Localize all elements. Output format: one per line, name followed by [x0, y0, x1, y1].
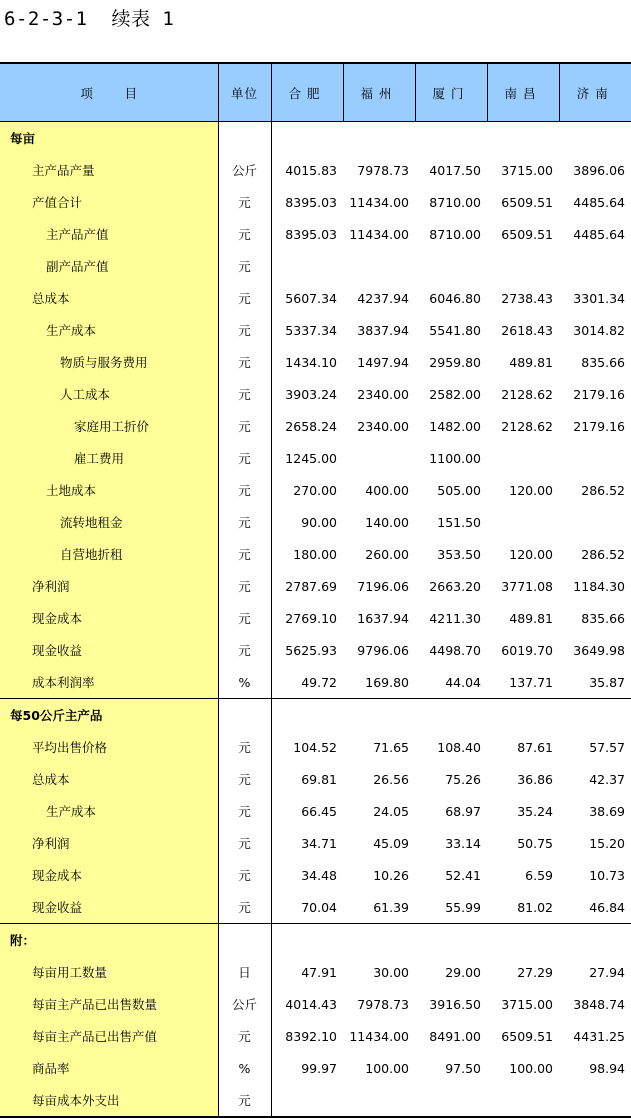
- cell-value: 260.00: [365, 546, 409, 562]
- cell-value: 6509.51: [501, 226, 553, 242]
- cell-value: 137.71: [509, 674, 553, 690]
- cell-value: 11434.00: [349, 1028, 409, 1044]
- cell-value: 6509.51: [501, 1028, 553, 1044]
- header-city: 合肥: [271, 63, 343, 122]
- cell-value: 169.80: [365, 674, 409, 690]
- cell-value: [343, 250, 415, 282]
- cell-value: 8395.03: [285, 194, 337, 210]
- cell-value: 66.45: [301, 803, 337, 819]
- cell-value: 489.81: [509, 354, 553, 370]
- cell-value: 52.41: [445, 867, 481, 883]
- cell-value: 2658.24: [285, 418, 337, 434]
- cell-value: [487, 1084, 559, 1117]
- cell-value: 400.00: [365, 482, 409, 498]
- header-city: 济南: [559, 63, 631, 122]
- row-unit: 日: [218, 956, 271, 988]
- cell-value: 2787.69: [285, 578, 337, 594]
- cell-value: 835.66: [581, 610, 625, 626]
- row-unit: 元: [218, 410, 271, 442]
- table-row: [0, 891, 631, 924]
- row-label: 总成本: [0, 763, 218, 795]
- cell-value: [271, 250, 343, 282]
- cell-value: 11434.00: [349, 194, 409, 210]
- section-header-row: [0, 699, 631, 732]
- cell-value: 42.37: [589, 771, 625, 787]
- row-label: 生产成本: [0, 314, 218, 346]
- cell-value: 2959.80: [429, 354, 481, 370]
- table-row: [0, 314, 631, 346]
- cell-value: 10.26: [373, 867, 409, 883]
- cell-value: 2128.62: [501, 386, 553, 402]
- cell-value: 108.40: [437, 739, 481, 755]
- cell-value: 8392.10: [285, 1028, 337, 1044]
- cell-value: 9796.06: [357, 642, 409, 658]
- cell-value: 70.04: [301, 899, 337, 915]
- row-label: 商品率: [0, 1052, 218, 1084]
- cell-value: 120.00: [509, 546, 553, 562]
- cell-value: [343, 122, 415, 155]
- row-unit: 公斤: [218, 154, 271, 186]
- cell-value: 286.52: [581, 546, 625, 562]
- cell-value: 3301.34: [573, 290, 625, 306]
- row-unit: 元: [218, 314, 271, 346]
- section-header-row: [0, 924, 631, 957]
- cell-value: 6509.51: [501, 194, 553, 210]
- cell-value: [271, 1084, 343, 1117]
- cell-value: [415, 699, 487, 732]
- cell-value: 27.94: [589, 964, 625, 980]
- cell-value: 4015.83: [285, 162, 337, 178]
- cell-value: 97.50: [445, 1060, 481, 1076]
- cell-value: 489.81: [509, 610, 553, 626]
- cell-value: 5337.34: [285, 322, 337, 338]
- cell-value: 71.65: [373, 739, 409, 755]
- row-unit: 元: [218, 442, 271, 474]
- cell-value: 4431.25: [573, 1028, 625, 1044]
- row-unit: 元: [218, 602, 271, 634]
- row-label: 生产成本: [0, 795, 218, 827]
- cell-value: 1184.30: [573, 578, 625, 594]
- cell-value: 4014.43: [285, 996, 337, 1012]
- cell-value: [559, 699, 631, 732]
- cell-value: 8710.00: [429, 226, 481, 242]
- cell-value: 3848.74: [573, 996, 625, 1012]
- cell-value: 2769.10: [285, 610, 337, 626]
- table-row: [0, 634, 631, 666]
- table-row: [0, 410, 631, 442]
- cell-value: 3715.00: [501, 162, 553, 178]
- cell-value: [487, 506, 559, 538]
- cell-value: 4498.70: [429, 642, 481, 658]
- cell-value: 4237.94: [357, 290, 409, 306]
- cell-value: 4211.30: [429, 610, 481, 626]
- cell-value: 6019.70: [501, 642, 553, 658]
- cell-value: 4017.50: [429, 162, 481, 178]
- cell-value: 47.91: [301, 964, 337, 980]
- cell-value: 49.72: [301, 674, 337, 690]
- header-city: 厦门: [415, 63, 487, 122]
- cell-value: 1637.94: [357, 610, 409, 626]
- table-row: [0, 506, 631, 538]
- row-label: 每亩主产品已出售产值: [0, 1020, 218, 1052]
- table-row: [0, 538, 631, 570]
- row-unit: 元: [218, 378, 271, 410]
- row-label: 净利润: [0, 570, 218, 602]
- row-label: 雇工费用: [0, 442, 218, 474]
- cell-value: 2179.16: [573, 418, 625, 434]
- row-unit: 元: [218, 634, 271, 666]
- cell-value: 180.00: [293, 546, 337, 562]
- cell-value: 68.97: [445, 803, 481, 819]
- row-label: 家庭用工折价: [0, 410, 218, 442]
- cell-value: 2738.43: [501, 290, 553, 306]
- cell-value: 120.00: [509, 482, 553, 498]
- cell-value: 5607.34: [285, 290, 337, 306]
- header-row: [0, 63, 631, 122]
- cell-value: 6046.80: [429, 290, 481, 306]
- cell-value: 44.04: [445, 674, 481, 690]
- cell-value: [271, 924, 343, 957]
- row-label: 副产品产值: [0, 250, 218, 282]
- data-table: [0, 62, 631, 1118]
- table-row: [0, 378, 631, 410]
- cell-value: 7196.06: [357, 578, 409, 594]
- row-unit: 元: [218, 1084, 271, 1117]
- cell-value: 2618.43: [501, 322, 553, 338]
- cell-value: [559, 250, 631, 282]
- cell-value: 7978.73: [357, 996, 409, 1012]
- cell-value: 3771.08: [501, 578, 553, 594]
- row-unit: 元: [218, 891, 271, 924]
- cell-value: 505.00: [437, 482, 481, 498]
- cell-value: 90.00: [301, 514, 337, 530]
- cell-value: 353.50: [437, 546, 481, 562]
- cell-value: 1100.00: [429, 450, 481, 466]
- row-unit: 元: [218, 250, 271, 282]
- cell-value: 2340.00: [357, 386, 409, 402]
- cell-value: 99.97: [301, 1060, 337, 1076]
- cell-value: 4485.64: [573, 226, 625, 242]
- row-label: 产值合计: [0, 186, 218, 218]
- row-unit: 元: [218, 186, 271, 218]
- cell-value: [343, 1084, 415, 1117]
- cell-value: 69.81: [301, 771, 337, 787]
- cell-value: [271, 122, 343, 155]
- cell-value: 15.20: [589, 835, 625, 851]
- cell-value: 3903.24: [285, 386, 337, 402]
- cell-value: 35.87: [589, 674, 625, 690]
- cell-value: [487, 699, 559, 732]
- cell-value: [415, 122, 487, 155]
- cell-value: 2179.16: [573, 386, 625, 402]
- row-label: 平均出售价格: [0, 731, 218, 763]
- row-label: 附：: [0, 924, 218, 957]
- cell-value: 151.50: [437, 514, 481, 530]
- table-row: [0, 250, 631, 282]
- cell-value: [415, 250, 487, 282]
- header-unit: 单位: [218, 63, 271, 122]
- cell-value: 100.00: [509, 1060, 553, 1076]
- cell-value: [343, 699, 415, 732]
- cell-value: [343, 924, 415, 957]
- cell-value: 61.39: [373, 899, 409, 915]
- cell-value: 8491.00: [429, 1028, 481, 1044]
- row-label: 现金收益: [0, 634, 218, 666]
- cell-value: 1434.10: [285, 354, 337, 370]
- table-row: [0, 956, 631, 988]
- cell-value: 5541.80: [429, 322, 481, 338]
- cell-value: 104.52: [293, 739, 337, 755]
- row-label: 现金成本: [0, 602, 218, 634]
- table-row: [0, 442, 631, 474]
- table-row: [0, 602, 631, 634]
- cell-value: 27.29: [517, 964, 553, 980]
- cell-value: 1497.94: [357, 354, 409, 370]
- row-label: 物质与服务费用: [0, 346, 218, 378]
- cell-value: 5625.93: [285, 642, 337, 658]
- table-title: 6-2-3-1 续表 1: [4, 8, 175, 30]
- cell-value: 29.00: [445, 964, 481, 980]
- cell-value: 140.00: [365, 514, 409, 530]
- cell-value: 30.00: [373, 964, 409, 980]
- cell-value: 34.71: [301, 835, 337, 851]
- cell-value: 45.09: [373, 835, 409, 851]
- row-label: 现金收益: [0, 891, 218, 924]
- row-label: 自营地折租: [0, 538, 218, 570]
- cell-value: 3014.82: [573, 322, 625, 338]
- cell-value: 46.84: [589, 899, 625, 915]
- cell-value: 75.26: [445, 771, 481, 787]
- row-unit: 元: [218, 506, 271, 538]
- cell-value: 7978.73: [357, 162, 409, 178]
- cell-value: 2340.00: [357, 418, 409, 434]
- cell-value: 4485.64: [573, 194, 625, 210]
- row-label: 每亩主产品已出售数量: [0, 988, 218, 1020]
- table-body: [0, 122, 631, 1118]
- table-row: [0, 154, 631, 186]
- row-unit: 元: [218, 538, 271, 570]
- table-row: [0, 218, 631, 250]
- cell-value: 98.94: [589, 1060, 625, 1076]
- row-label: 每亩成本外支出: [0, 1084, 218, 1117]
- row-unit: 元: [218, 346, 271, 378]
- cell-value: 81.02: [517, 899, 553, 915]
- row-unit: 元: [218, 218, 271, 250]
- row-unit: 公斤: [218, 988, 271, 1020]
- row-label: 主产品产值: [0, 218, 218, 250]
- table-row: [0, 1020, 631, 1052]
- cell-value: 38.69: [589, 803, 625, 819]
- row-unit: 元: [218, 795, 271, 827]
- cell-value: 835.66: [581, 354, 625, 370]
- cell-value: 50.75: [517, 835, 553, 851]
- header-city: 福州: [343, 63, 415, 122]
- cell-value: 57.57: [589, 739, 625, 755]
- cell-value: 10.73: [589, 867, 625, 883]
- table-row: [0, 282, 631, 314]
- table-row: [0, 827, 631, 859]
- row-unit: 元: [218, 282, 271, 314]
- cell-value: [559, 506, 631, 538]
- cell-value: 2128.62: [501, 418, 553, 434]
- row-label: 主产品产量: [0, 154, 218, 186]
- cell-value: 3837.94: [357, 322, 409, 338]
- row-unit: 元: [218, 1020, 271, 1052]
- row-unit: [218, 122, 271, 155]
- row-unit: 元: [218, 827, 271, 859]
- cell-value: [487, 924, 559, 957]
- row-unit: 元: [218, 474, 271, 506]
- cell-value: 3649.98: [573, 642, 625, 658]
- row-label: 现金成本: [0, 859, 218, 891]
- row-label: 每亩用工数量: [0, 956, 218, 988]
- cell-value: 1245.00: [285, 450, 337, 466]
- cell-value: [559, 1084, 631, 1117]
- cell-value: 2663.20: [429, 578, 481, 594]
- table-row: [0, 474, 631, 506]
- table-row: [0, 988, 631, 1020]
- cell-value: 3715.00: [501, 996, 553, 1012]
- cell-value: 1482.00: [429, 418, 481, 434]
- row-label: 总成本: [0, 282, 218, 314]
- table-row: [0, 186, 631, 218]
- cell-value: 35.24: [517, 803, 553, 819]
- header-item: 项 目: [0, 63, 218, 122]
- cell-value: [415, 1084, 487, 1117]
- cell-value: 6.59: [525, 867, 553, 883]
- cell-value: 100.00: [365, 1060, 409, 1076]
- header-city: 南昌: [487, 63, 559, 122]
- cell-value: 286.52: [581, 482, 625, 498]
- cell-value: 3896.06: [573, 162, 625, 178]
- row-label: 净利润: [0, 827, 218, 859]
- cell-value: [487, 122, 559, 155]
- row-unit: %: [218, 1052, 271, 1084]
- table-row: [0, 666, 631, 699]
- row-label: 每亩: [0, 122, 218, 155]
- table-row: [0, 859, 631, 891]
- cell-value: 2582.00: [429, 386, 481, 402]
- table-row: [0, 795, 631, 827]
- cell-value: 34.48: [301, 867, 337, 883]
- cell-value: 26.56: [373, 771, 409, 787]
- cell-value: [343, 442, 415, 474]
- cell-value: 270.00: [293, 482, 337, 498]
- row-label: 成本利润率: [0, 666, 218, 699]
- table-row: [0, 570, 631, 602]
- cell-value: [487, 442, 559, 474]
- cell-value: 11434.00: [349, 226, 409, 242]
- row-unit: 元: [218, 859, 271, 891]
- cell-value: [487, 250, 559, 282]
- cell-value: 55.99: [445, 899, 481, 915]
- cell-value: [559, 122, 631, 155]
- table-row: [0, 1052, 631, 1084]
- row-unit: 元: [218, 763, 271, 795]
- row-label: 人工成本: [0, 378, 218, 410]
- row-unit: [218, 699, 271, 732]
- cell-value: 36.86: [517, 771, 553, 787]
- cell-value: 3916.50: [429, 996, 481, 1012]
- table-row: [0, 346, 631, 378]
- cell-value: 33.14: [445, 835, 481, 851]
- table-row: [0, 763, 631, 795]
- cell-value: [415, 924, 487, 957]
- cell-value: 24.05: [373, 803, 409, 819]
- cell-value: 87.61: [517, 739, 553, 755]
- table-row: [0, 731, 631, 763]
- row-unit: 元: [218, 570, 271, 602]
- row-unit: 元: [218, 731, 271, 763]
- cell-value: [271, 699, 343, 732]
- cell-value: 8395.03: [285, 226, 337, 242]
- cell-value: [559, 924, 631, 957]
- row-label: 土地成本: [0, 474, 218, 506]
- cell-value: [559, 442, 631, 474]
- row-unit: [218, 924, 271, 957]
- row-label: 流转地租金: [0, 506, 218, 538]
- section-header-row: [0, 122, 631, 155]
- table-row: [0, 1084, 631, 1117]
- cell-value: 8710.00: [429, 194, 481, 210]
- row-label: 每50公斤主产品: [0, 699, 218, 732]
- row-unit: %: [218, 666, 271, 699]
